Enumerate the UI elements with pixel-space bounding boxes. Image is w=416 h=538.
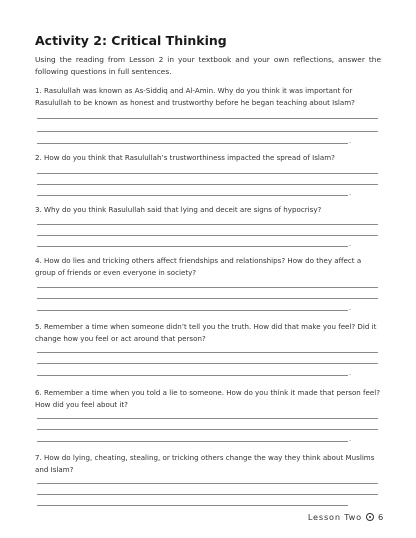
answer-end-period: . <box>349 435 352 443</box>
answer-line[interactable] <box>37 173 378 174</box>
answer-line[interactable] <box>37 184 378 185</box>
answer-line[interactable] <box>37 505 348 506</box>
page-footer <box>308 512 384 522</box>
question-1: 1. Rasulullah was known as As-Siddiq and Al-Amin. Why do you think it was important for Rasulullah to be known as honest and trustworthy before he began teaching about Islam? <box>35 86 355 107</box>
activity-instructions: Using the reading from Lesson 2 in your textbook and your own reflections, answer the following questions in full sentences. <box>35 55 381 76</box>
answer-line[interactable] <box>37 118 378 119</box>
question-5: 5. Remember a time when someone didn’t tell you the truth. How did that make you feel? Did it change how you feel or act around that person? <box>35 322 377 343</box>
answer-line[interactable] <box>37 441 348 442</box>
page-number: 6 <box>377 512 384 522</box>
answer-line[interactable] <box>37 246 348 247</box>
answer-line[interactable] <box>37 235 378 236</box>
question-2: 2. How do you think that Rasulullah’s trustworthiness impacted the spread of Islam? <box>35 153 335 162</box>
answer-line[interactable] <box>37 418 378 419</box>
answer-end-period: . <box>349 304 352 312</box>
question-6: 6. Remember a time when you told a lie to someone. How do you think it made that person feel? How did you feel about it? <box>35 388 381 409</box>
answer-line[interactable] <box>37 375 348 376</box>
answer-end-period: . <box>349 369 352 377</box>
answer-line[interactable] <box>37 483 378 484</box>
answer-line[interactable] <box>37 298 378 299</box>
question-7: 7. How do lying, cheating, stealing, or tricking others change the way they think about Muslims and Islam? <box>35 453 375 474</box>
answer-line[interactable] <box>37 363 378 364</box>
answer-line[interactable] <box>37 224 378 225</box>
answer-end-period: . <box>349 240 352 248</box>
footer-lesson-label: Lesson Two <box>307 512 362 522</box>
answer-line[interactable] <box>37 287 378 288</box>
circle-dot-icon <box>366 513 374 521</box>
answer-line[interactable] <box>37 429 378 430</box>
answer-end-period: . <box>349 137 352 145</box>
answer-line[interactable] <box>37 195 348 196</box>
answer-line[interactable] <box>37 352 378 353</box>
answer-line[interactable] <box>37 143 348 144</box>
answer-line[interactable] <box>37 494 378 495</box>
answer-end-period: . <box>349 189 352 197</box>
question-3: 3. Why do you think Rasulullah said that lying and deceit are signs of hypocrisy? <box>35 205 322 214</box>
activity-title: Activity 2: Critical Thinking <box>35 33 227 48</box>
question-4: 4. How do lies and tricking others affect friendships and relationships? How do they affect a group of friends or even everyone in society? <box>35 256 362 277</box>
answer-line[interactable] <box>37 310 348 311</box>
answer-line[interactable] <box>37 131 378 132</box>
